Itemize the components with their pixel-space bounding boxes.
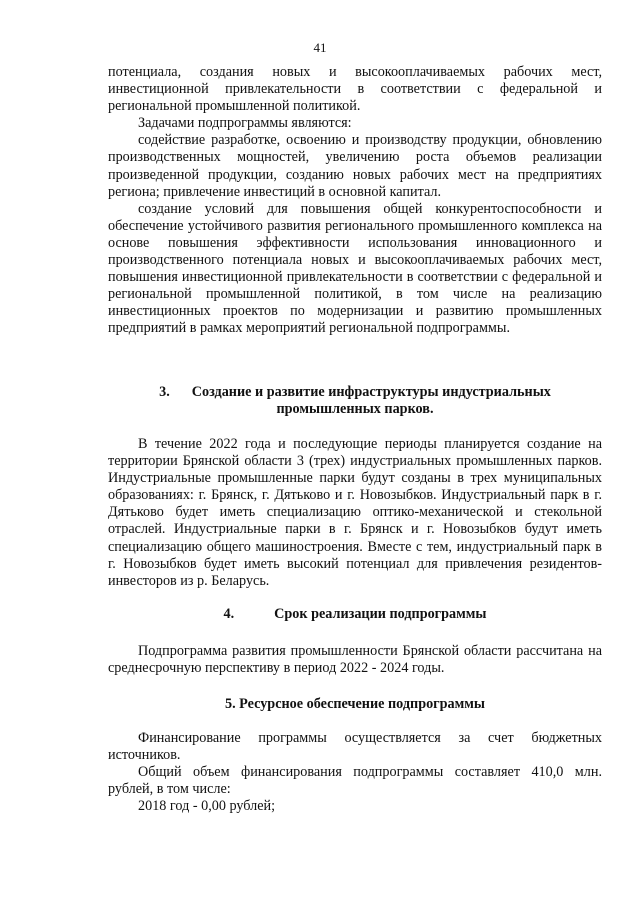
intro-paragraph-3: содействие разработке, освоению и производству продукции, обновлению производственных мощностей, увеличению роста объемов реализации произведенной продукции, созданию новых рабочих мест на предприятиях региона; привлечение инвестиций в основной капитал. [108, 132, 602, 200]
section-3-body [108, 436, 602, 590]
section-4-number: 4. [223, 606, 235, 622]
section-4-heading [108, 606, 602, 623]
section-3-title-line-1 [108, 384, 602, 401]
intro-paragraph-1: потенциала, создания новых и высокооплачиваемых рабочих мест, инвестиционной привлекательности в соответствии с федеральной и региональной промышленной политикой. [108, 64, 602, 115]
section-5-body [108, 730, 602, 815]
section-3-heading [108, 384, 602, 418]
section-5-heading [108, 696, 602, 713]
section-5-title: 5. Ресурсное обеспечение подпрограммы [224, 696, 486, 712]
section-3-number: 3. [159, 384, 170, 400]
section-3-title-line-2: промышленных парков. [276, 401, 434, 418]
intro-paragraph-4: создание условий для повышения общей конкурентоспособности и обеспечение устойчивого развития регионального промышленного комплекса на основе повышения эффективности использования инновационного и производственного потенциала новых и высокооплачиваемых рабочих мест, повышения инвестиционной привлекательности в соответствии с федеральной и региональной промышленной политикой, в том числе на реализацию инвестиционных проектов по модернизации и развитию промышленных предприятий в рамках мероприятий региональной подпрограммы. [108, 200, 602, 337]
section-5-paragraph-1: Финансирование программы осуществляется за счет бюджетных источников. [108, 730, 602, 764]
intro-block [108, 64, 602, 338]
section-4-body [108, 643, 602, 677]
section-3-paragraph-1: В течение 2022 года и последующие периоды планируется создание на территории Брянской области 3 (трех) индустриальных промышленных парков. Индустриальные промышленные парки будут созданы в трех муниципальных образованиях: г. Брянск, г. Дятьково и г. Новозыбков. Индустриальный парк в г. Дятьково будет иметь специализацию оптико-механической и стекольной отраслей. Индустриальные парки в г. Брянск и г. Новозыбков будут иметь специализацию общего машиностроения. Вместе с тем, индустриальный парк в г. Новозыбков будет иметь высокий потенциал для привлечения резидентов-инвесторов из р. Беларусь. [108, 436, 602, 589]
section-5-paragraph-3: 2018 год - 0,00 рублей; [138, 798, 276, 815]
section-4-paragraph-1: Подпрограмма развития промышленности Брянской области рассчитана на среднесрочную перспективу в период 2022 - 2024 годы. [108, 643, 602, 677]
section-3-title-text: Создание и развитие инфраструктуры индустриальных [191, 384, 551, 400]
section-5-paragraph-2: Общий объем финансирования подпрограммы составляет 410,0 млн. рублей, в том числе: [108, 764, 602, 798]
section-4-title: Срок реализации подпрограммы [274, 606, 487, 622]
intro-paragraph-2: Задачами подпрограммы являются: [138, 115, 352, 132]
page-number: 41 [313, 40, 327, 55]
